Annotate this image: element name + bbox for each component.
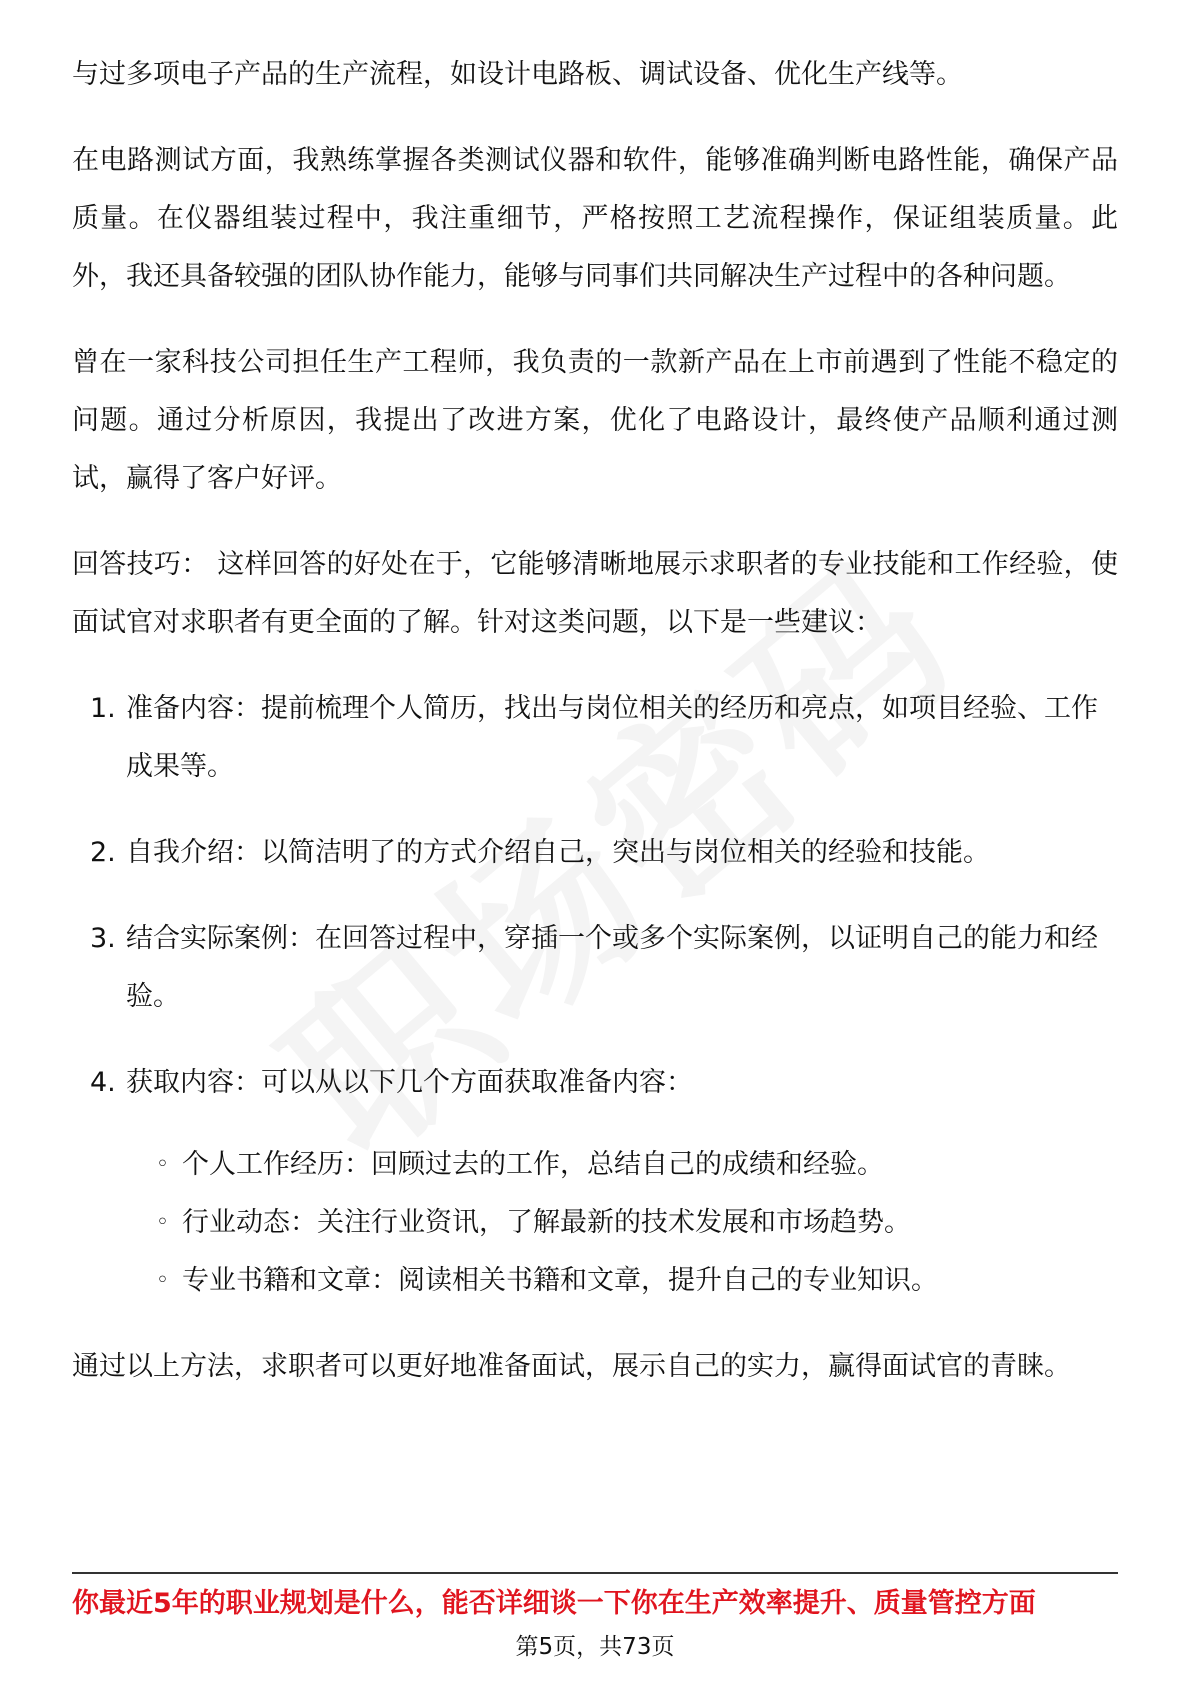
paragraph-work-example: 曾在一家科技公司担任生产工程师，我负责的一款新产品在上市前遇到了性能不稳定的问题。通过分析原因，我提出了改进方案，优化了电路设计，最终使产品顺利通过测试，赢得了客户好评。 [72, 347, 1118, 494]
paragraph-intro-continued: 与过多项电子产品的生产流程，如设计电路板、调试设备、优化生产线等。 [72, 59, 963, 90]
page-number: 第5页，共73页 [515, 1634, 675, 1660]
paragraph-circuit-testing: 在电路测试方面，我熟练掌握各类测试仪器和软件，能够准确判断电路性能，确保产品质量。在仪器组装过程中，我注重细节，严格按照工艺流程操作，保证组装质量。此外，我还具备较强的团队协作能力，能够与同事们共同解决生产过程中的各种问题。 [72, 145, 1118, 292]
list-item [72, 824, 1118, 882]
list-item-text: 结合实际案例：在回答过程中，穿插一个或多个实际案例，以证明自己的能力和经验。 [126, 923, 1098, 1012]
page-content [72, 46, 1118, 1424]
list-item-text: 获取内容：可以从以下几个方面获取准备内容： [126, 1067, 693, 1098]
sub-list-item [156, 1194, 1118, 1252]
list-item-number: 4. [90, 1067, 116, 1098]
paragraph-answer-tips: 回答技巧： 这样回答的好处在于，它能够清晰地展示求职者的专业技能和工作经验，使面试官对求职者有更全面的了解。针对这类问题，以下是一些建议： [72, 549, 1118, 638]
list-item [72, 1054, 1118, 1310]
next-question-title: 你最近5年的职业规划是什么，能否详细谈一下你在生产效率提升、质量管控方面 [72, 1588, 1036, 1619]
sub-list-item [156, 1136, 1118, 1194]
list-item-number: 3. [90, 923, 116, 954]
sub-list-item-text: 行业动态：关注行业资讯，了解最新的技术发展和市场趋势。 [182, 1207, 911, 1238]
sub-list-item [156, 1252, 1118, 1310]
circle-bullet-icon: ◦ [156, 1152, 169, 1177]
sub-list-item-text: 专业书籍和文章：阅读相关书籍和文章，提升自己的专业知识。 [182, 1265, 938, 1296]
list-item-number: 2. [90, 837, 116, 868]
footer-divider [72, 1572, 1118, 1574]
circle-bullet-icon: ◦ [156, 1210, 169, 1235]
sub-list-item-text: 个人工作经历：回顾过去的工作，总结自己的成绩和经验。 [182, 1149, 884, 1180]
list-item [72, 910, 1118, 1026]
list-item [72, 680, 1118, 796]
tips-list [72, 680, 1118, 1310]
sub-list [126, 1136, 1118, 1310]
list-item-text: 准备内容：提前梳理个人简历，找出与岗位相关的经历和亮点，如项目经验、工作成果等。 [126, 693, 1098, 782]
list-item-text: 自我介绍：以简洁明了的方式介绍自己，突出与岗位相关的经验和技能。 [126, 837, 990, 868]
circle-bullet-icon: ◦ [156, 1268, 169, 1293]
list-item-number: 1. [90, 693, 116, 724]
paragraph-conclusion: 通过以上方法，求职者可以更好地准备面试，展示自己的实力，赢得面试官的青睐。 [72, 1351, 1071, 1382]
